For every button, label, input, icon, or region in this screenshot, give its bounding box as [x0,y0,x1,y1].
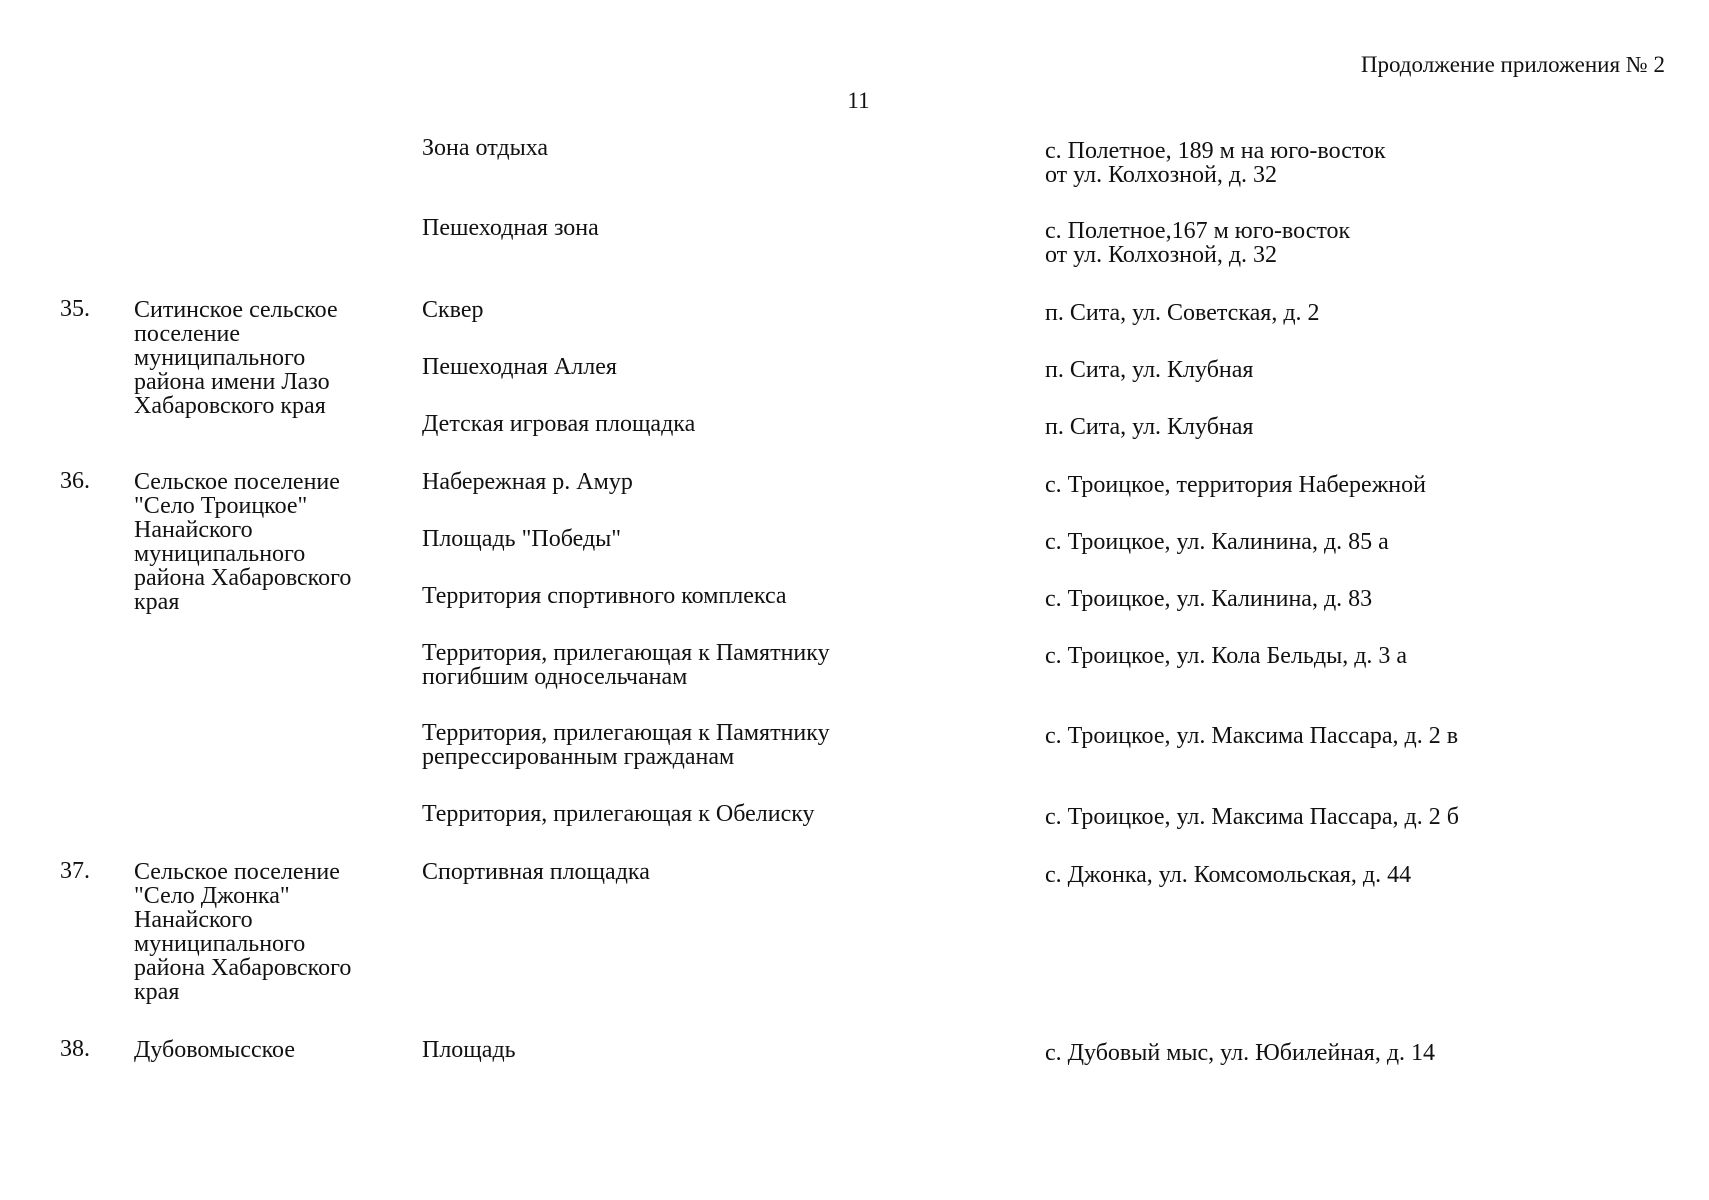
object-address: с. Троицкое, территория Набережной [1045,472,1426,498]
object-name: Сквер [422,297,484,323]
object-address: от ул. Колхозной, д. 32 [1045,162,1278,188]
object-name: Территория, прилегающая к Памятнику [422,640,830,666]
object-address: с. Троицкое, ул. Максима Пассара, д. 2 б [1045,804,1459,830]
settlement-name: Сельское поселение [134,469,340,495]
object-name: Спортивная площадка [422,859,650,885]
object-name: погибшим односельчанам [422,664,688,690]
settlement-name: Нанайского [134,517,253,543]
settlement-name: района Хабаровского [134,565,352,591]
object-address: с. Полетное,167 м юго-восток [1045,218,1351,244]
object-name: Детская игровая площадка [422,411,696,437]
settlement-name: муниципального [134,345,306,371]
object-address: п. Сита, ул. Клубная [1045,414,1254,440]
object-address: с. Троицкое, ул. Максима Пассара, д. 2 в [1045,723,1459,749]
settlement-name: края [134,589,180,615]
object-name: Территория, прилегающая к Обелиску [422,801,815,827]
object-name: Территория, прилегающая к Памятнику [422,720,830,746]
settlement-name: "Село Троицкое" [134,493,308,519]
row-number: 38. [60,1036,90,1062]
row-number: 35. [60,296,90,322]
settlement-name: района Хабаровского [134,955,352,981]
row-number: 37. [60,858,90,884]
object-address: от ул. Колхозной, д. 32 [1045,242,1278,268]
object-name: репрессированным гражданам [422,744,735,770]
object-address: с. Дубовый мыс, ул. Юбилейная, д. 14 [1045,1040,1436,1066]
settlement-name: края [134,979,180,1005]
settlement-name: Дубовомысское [134,1037,295,1063]
settlement-name: муниципального [134,931,306,957]
settlement-name: Нанайского [134,907,253,933]
object-address: с. Джонка, ул. Комсомольская, д. 44 [1045,862,1412,888]
object-name: Зона отдыха [422,135,549,161]
continuation-header: Продолжение приложения № 2 [1360,52,1665,77]
object-name: Площадь [422,1037,516,1063]
row-number: 36. [60,468,90,494]
settlement-name: муниципального [134,541,306,567]
settlement-name: района имени Лазо [134,369,330,395]
settlement-name: Сельское поселение [134,859,340,885]
object-address: с. Троицкое, ул. Калинина, д. 83 [1045,586,1373,612]
object-address: п. Сита, ул. Клубная [1045,357,1254,383]
object-name: Набережная р. Амур [422,469,633,495]
object-name: Площадь "Победы" [422,526,622,552]
object-address: с. Полетное, 189 м на юго-восток [1045,138,1386,164]
settlement-name: "Село Джонка" [134,883,290,909]
object-name: Пешеходная зона [422,215,599,241]
settlement-name: Хабаровского края [134,393,326,419]
settlement-name: Ситинское сельское [134,297,338,323]
settlement-name: поселение [134,321,241,347]
object-name: Территория спортивного комплекса [422,583,787,609]
object-address: с. Троицкое, ул. Кола Бельды, д. 3 а [1045,643,1408,669]
object-name: Пешеходная Аллея [422,354,617,380]
page-number: 11 [847,88,870,113]
object-address: с. Троицкое, ул. Калинина, д. 85 а [1045,529,1389,555]
object-address: п. Сита, ул. Советская, д. 2 [1045,300,1320,326]
